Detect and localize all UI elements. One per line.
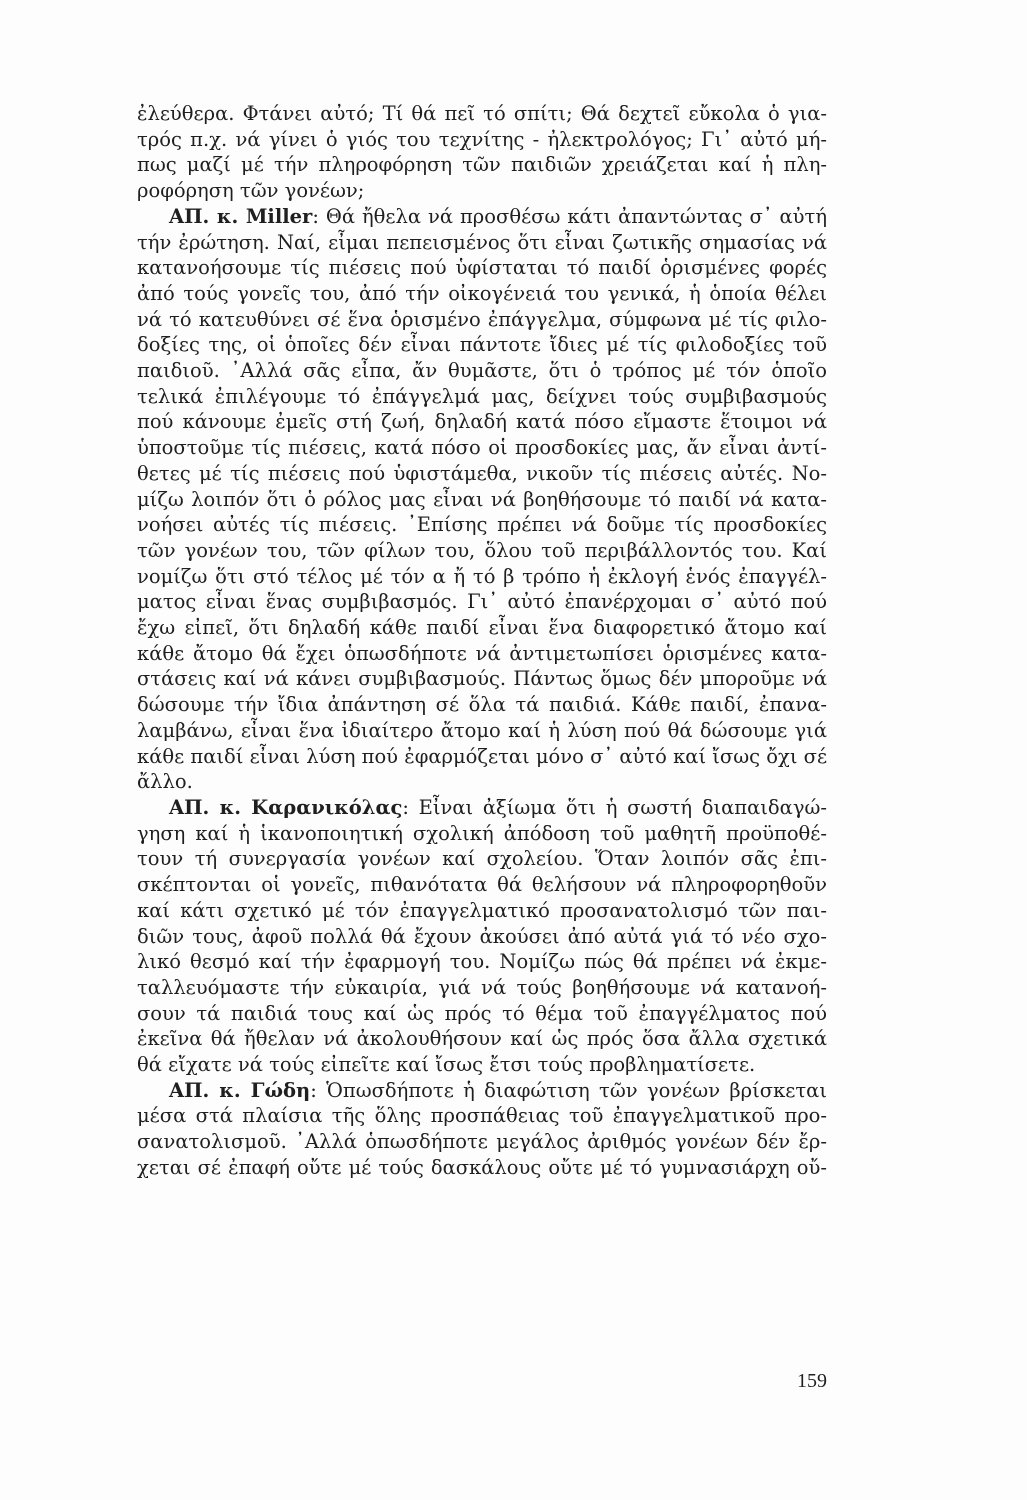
text-line (137, 1078, 827, 1104)
text-line: κάθε ἄτομο θά ἔχει ὁπωσδήποτε νά ἀντιμετωπίσει ὁρισμένες κατα- (137, 641, 827, 665)
speaker-name: ΑΠ. κ. Γώδη (169, 1078, 311, 1102)
text-line: κάθε παιδί εἶναι λύση πού ἐφαρμόζεται μόνο σ᾿ αὐτό καί ἴσως ὄχι σέ (137, 744, 828, 768)
text-line: πού κάνουμε ἐμεῖς στή ζωή, δηλαδή κατά πόσο εἴμαστε ἕτοιμοι νά (137, 410, 827, 434)
text-line: καί κάτι σχετικό μέ τόν ἐπαγγελματικό προσανατολισμό τῶν παι- (137, 898, 827, 922)
text-line: διῶν τους, ἀφοῦ πολλά θά ἔχουν ἀκούσει ἀπό αὐτά γιά τό νέο σχο- (137, 924, 827, 948)
text-line: νοήσει αὐτές τίς πιέσεις. ᾿Επίσης πρέπει νά δοῦμε τίς προσδοκίες (137, 513, 827, 537)
speaker-name: ΑΠ. κ. Miller (169, 204, 313, 228)
text-line: λαμβάνω, εἶναι ἕνα ἰδιαίτερο ἄτομο καί ἡ λύση πού θά δώσουμε γιά (137, 718, 827, 742)
text-line: ἀπό τούς γονεῖς του, ἀπό τήν οἰκογένειά του γενικά, ἡ ὁποία θέλει (137, 281, 827, 305)
text-line: τρός π.χ. νά γίνει ὁ γιός του τεχνίτης - ἠλεκτρολόγος; Γι᾿ αὐτό μή- (137, 127, 827, 151)
text-line: θετες μέ τίς πιέσεις πού ὑφιστάμεθα, νικοῦν τίς πιέσεις αὐτές. Νο- (137, 461, 827, 485)
text-line: ἔχω εἰπεῖ, ὅτι δηλαδή κάθε παιδί εἶναι ἕνα διαφορετικό ἄτομο καί (137, 616, 827, 640)
text-line: ἐκεῖνα θά ἤθελαν νά ἀκολουθήσουν καί ὡς πρός ὅσα ἄλλα σχετικά (137, 1027, 827, 1051)
text-line: σουν τά παιδιά τους καί ὡς πρός τό θέμα τοῦ ἐπαγγέλματος πού (137, 1001, 827, 1025)
text-line: σκέπτονται οἱ γονεῖς, πιθανότατα θά θελήσουν νά πληροφορηθοῦν (137, 873, 827, 897)
text-line: νά τό κατευθύνει σέ ἕνα ὁρισμένο ἐπάγγελμα, σύμφωνα μέ τίς φιλο- (137, 307, 827, 331)
page-number: 159 (797, 1370, 827, 1392)
text-line: ροφόρηση τῶν γονέων; (137, 179, 365, 203)
text-fragment: : Θά ἤθελα νά προσθέσω κάτι ἀπαντώντας σ᾿ αὐτή (312, 204, 827, 228)
text-line: στάσεις καί νά κάνει συμβιβασμούς. Πάντως ὅμως δέν μποροῦμε νά (137, 667, 827, 691)
text-line: τελικά ἐπιλέγουμε τό ἐπάγγελμά μας, δείχνει τούς συμβιβασμούς (137, 384, 827, 408)
text-line: τήν ἐρώτηση. Ναί, εἶμαι πεπεισμένος ὅτι εἶναι ζωτικῆς σημασίας νά (137, 230, 827, 254)
text-fragment: : Εἶναι ἀξίωμα ὅτι ἡ σωστή διαπαιδαγώ- (402, 795, 827, 819)
speaker-name: ΑΠ. κ. Καρανικόλας (169, 795, 403, 819)
paragraph-karanikolas (137, 795, 827, 1078)
text-line: τῶν γονέων του, τῶν φίλων του, ὅλου τοῦ περιβάλλοντός του. Καί (137, 538, 827, 562)
text-line (137, 204, 827, 230)
text-line: ματος εἶναι ἕνας συμβιβασμός. Γι᾿ αὐτό ἐπανέρχομαι σ᾿ αὐτό πού (137, 590, 827, 614)
text-line: χεται σέ ἐπαφή οὔτε μέ τούς δασκάλους οὔτε μέ τό γυμνασιάρχη οὔ- (137, 1155, 827, 1179)
text-line: ὑποστοῦμε τίς πιέσεις, κατά πόσο οἱ προσδοκίες μας, ἄν εἶναι ἀντί- (137, 436, 827, 460)
text-line: δώσουμε τήν ἴδια ἀπάντηση σέ ὅλα τά παιδιά. Κάθε παιδί, ἐπανα- (137, 693, 827, 717)
text-line: δοξίες της, οἱ ὁποῖες δέν εἶναι πάντοτε ἴδιες μέ τίς φιλοδοξίες τοῦ (137, 333, 827, 357)
text-line: πως μαζί μέ τήν πληροφόρηση τῶν παιδιῶν χρειάζεται καί ἡ πλη- (137, 153, 827, 177)
page-text (137, 101, 827, 1181)
text-line: γηση καί ἡ ἱκανοποιητική σχολική ἀπόδοση τοῦ μαθητῆ προϋποθέ- (137, 821, 827, 845)
text-line: κατανοήσουμε τίς πιέσεις πού ὑφίσταται τό παιδί ὁρισμένες φορές (137, 256, 827, 280)
paragraph-godi (137, 1078, 827, 1181)
text-line: θά εἴχατε νά τούς εἰπεῖτε καί ἴσως ἔτσι τούς προβληματίσετε. (137, 1053, 756, 1077)
text-line: παιδιοῦ. ᾿Αλλά σᾶς εἶπα, ἄν θυμᾶστε, ὅτι ὁ τρόπος μέ τόν ὁποῖο (137, 359, 827, 383)
text-line (137, 795, 827, 821)
paragraph-miller (137, 204, 827, 795)
text-line: ἐλεύθερα. Φτάνει αὐτό; Τί θά πεῖ τό σπίτι; Θά δεχτεῖ εὔκολα ὁ για- (137, 102, 827, 125)
paragraph-question (137, 101, 827, 204)
text-fragment: : Ὁπωσδήποτε ἡ διαφώτιση τῶν γονέων βρίσκεται (310, 1078, 827, 1102)
text-line: ἄλλο. (137, 770, 193, 794)
text-line: τουν τή συνεργασία γονέων καί σχολείου. Ὅταν λοιπόν σᾶς ἐπι- (137, 847, 827, 871)
text-line: ταλλευόμαστε τήν εὐκαιρία, γιά νά τούς βοηθήσουμε νά κατανοή- (137, 975, 827, 999)
text-line: σανατολισμοῦ. ᾿Αλλά ὁπωσδήποτε μεγάλος ἀριθμός γονέων δέν ἔρ- (137, 1130, 827, 1154)
text-line: λικό θεσμό καί τήν ἐφαρμογή του. Νομίζω πώς θά πρέπει νά ἐκμε- (137, 950, 827, 974)
text-line: μέσα στά πλαίσια τῆς ὅλης προσπάθειας τοῦ ἐπαγγελματικοῦ προ- (137, 1104, 827, 1128)
text-line: μίζω λοιπόν ὅτι ὁ ρόλος μας εἶναι νά βοηθήσουμε τό παιδί νά κατα- (137, 487, 827, 511)
text-line: νομίζω ὅτι στό τέλος μέ τόν α ἤ τό β τρόπο ἡ ἐκλογή ἑνός ἐπαγγέλ- (137, 564, 827, 588)
